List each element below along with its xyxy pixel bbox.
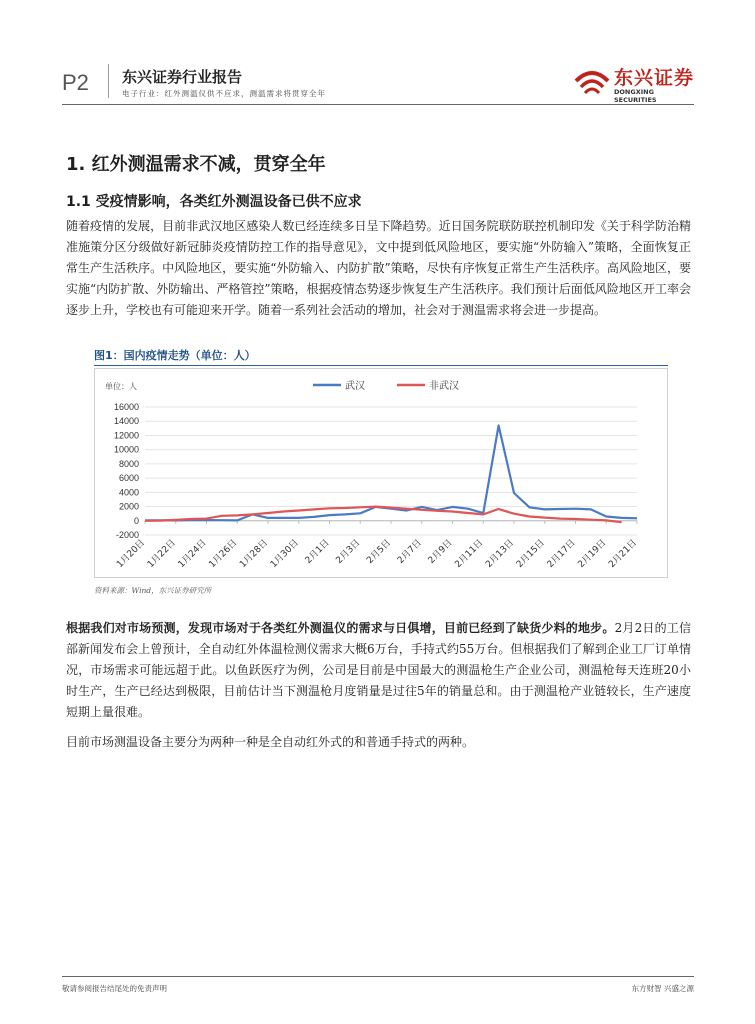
x-tick-label: 2月7日 bbox=[395, 538, 424, 566]
y-tick-label: 14000 bbox=[113, 416, 139, 427]
x-tick-label: 2月17日 bbox=[545, 538, 578, 571]
subsection-heading: 1.1 受疫情影响，各类红外测温设备已供不应求 bbox=[66, 194, 362, 210]
footer-rule bbox=[62, 976, 694, 977]
x-tick-label: 2月1日 bbox=[303, 538, 332, 566]
chart-unit-label: 单位：人 bbox=[105, 382, 137, 391]
footer-disclaimer: 敬请参阅报告结尾处的免责声明 bbox=[62, 984, 167, 993]
paragraph-2-rest: 2月2日的工信部新闻发布会上曾预计，全自动红外体温检测仪需求大概6万台，手持式约55万台。但根据我们了解到企业工厂订单情况，市场需求可能远超于此。以鱼跃医疗为例，公司是目前是中国最大的测温枪生产企业公司，测温枪每天连班20小时生产，生产已经达到极限，目前估计当下测温枪月度销量是过往5年的销量总和。由于测温枪产业链较长，生产速度短期上量很难。 bbox=[66, 621, 691, 719]
x-tick-label: 1月28日 bbox=[238, 538, 271, 571]
legend-label: 非武汉 bbox=[429, 381, 459, 392]
x-tick-label: 2月19日 bbox=[576, 538, 609, 571]
logo-text-cn: 东兴证券 bbox=[614, 67, 695, 89]
x-tick-label: 1月20日 bbox=[115, 538, 148, 571]
report-subtitle: 电子行业：红外测温仪供不应求，测温需求将贯穿全年 bbox=[122, 89, 326, 98]
y-tick-label: 10000 bbox=[113, 444, 139, 455]
y-tick-label: 2000 bbox=[118, 501, 139, 512]
y-tick-label: 6000 bbox=[118, 473, 139, 484]
logo-text-en: DONGXING SECURITIES bbox=[614, 88, 657, 104]
x-tick-label: 2月9日 bbox=[426, 538, 455, 566]
x-tick-label: 2月11日 bbox=[453, 538, 486, 571]
figure-title: 图1：国内疫情走势（单位：人） bbox=[94, 349, 256, 362]
header-divider bbox=[108, 64, 109, 98]
x-tick-label: 1月22日 bbox=[145, 538, 178, 571]
paragraph-3: 目前市场测温设备主要分为两种一种是全自动红外式的和普通手持式的两种。 bbox=[66, 735, 475, 749]
x-tick-label: 2月5日 bbox=[365, 538, 394, 566]
x-tick-label: 2月3日 bbox=[334, 538, 363, 566]
x-tick-label: 1月24日 bbox=[176, 538, 209, 571]
logo-mark-icon bbox=[574, 63, 610, 95]
epidemic-trend-chart bbox=[94, 368, 668, 578]
figure-source-label: 资料来源： bbox=[94, 586, 132, 595]
x-tick-label: 2月21日 bbox=[607, 538, 640, 571]
y-tick-label: 0 bbox=[133, 515, 139, 526]
legend-label: 武汉 bbox=[345, 381, 365, 392]
paragraph-2-bold: 根据我们对市场预测，发现市场对于各类红外测温仪的需求与日俱增，目前已经到了缺货少料的地步。 bbox=[66, 621, 615, 635]
x-tick-label: 2月13日 bbox=[484, 538, 517, 571]
paragraph-2 bbox=[66, 618, 691, 723]
section-heading: 1. 红外测温需求不减，贯穿全年 bbox=[66, 154, 326, 175]
y-tick-label: 16000 bbox=[113, 402, 139, 412]
figure-source-text: Wind，东兴证券研究所 bbox=[131, 586, 212, 595]
dongxing-logo bbox=[574, 61, 695, 104]
page-number: P2 bbox=[62, 70, 89, 95]
paragraph-1: 随着疫情的发展，目前非武汉地区感染人数已经连续多日呈下降趋势。近日国务院联防联控机制印发《关于科学防治精准施策分区分级做好新冠肺炎疫情防控工作的指导意见》，文中提到低风险地区，要实施“外防输入”策略，全面恢复正常生产生活秩序。中风险地区，要实施“外防输入、内防扩散”策略，尽快有序恢复正常生产生活秩序。高风险地区，要实施“内防扩散、外防输出、严格管控”策略，根据疫情态势逐步恢复生产生活秩序。我们预计后面低风险地区开工率会逐步上升，学校也有可能迎来开学。随着一系列社会活动的增加，社会对于测温需求将会进一步提高。 bbox=[66, 219, 691, 317]
header-rule bbox=[62, 104, 694, 105]
footer-slogan: 东方财智 兴盛之源 bbox=[631, 984, 694, 993]
figure-title-rule bbox=[94, 365, 668, 366]
chart-svg bbox=[95, 369, 667, 577]
y-tick-label: 12000 bbox=[113, 430, 139, 441]
figure-source bbox=[94, 585, 211, 596]
report-title: 东兴证券行业报告 bbox=[122, 68, 243, 86]
y-tick-label: -2000 bbox=[115, 530, 139, 540]
x-tick-label: 2月15日 bbox=[514, 538, 547, 571]
y-tick-label: 8000 bbox=[118, 458, 139, 469]
x-tick-label: 1月30日 bbox=[268, 538, 301, 571]
y-tick-label: 4000 bbox=[118, 487, 139, 498]
x-tick-label: 1月26日 bbox=[207, 538, 240, 571]
